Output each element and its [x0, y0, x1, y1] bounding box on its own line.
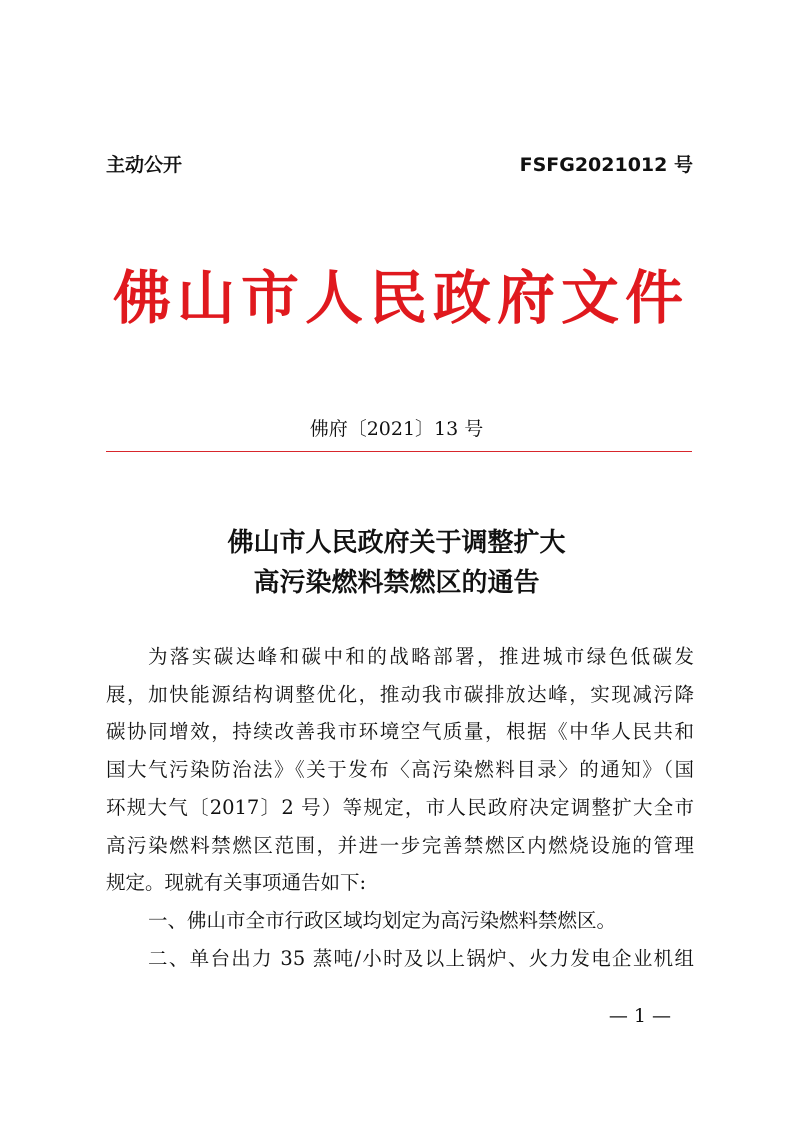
document-code: FSFG2021012 号: [519, 154, 693, 176]
notice-body: [106, 638, 694, 977]
notice-title: [0, 523, 793, 603]
document-number: 佛府〔2021〕13 号: [309, 418, 484, 440]
page-number: — 1 —: [608, 1005, 671, 1027]
body-line: 为落实碳达峰和碳中和的战略部署，推进城市绿色低碳发: [148, 645, 694, 668]
body-line: 二、单台出力 35 蒸吨/小时及以上锅炉、火力发电企业机组: [148, 946, 694, 970]
body-line: 高污染燃料禁燃区范围，并进一步完善禁燃区内燃烧设施的管理: [106, 833, 694, 857]
disclosure-label: 主动公开: [106, 154, 183, 176]
issuing-authority-title: 佛山市人民政府文件: [112, 264, 689, 332]
body-line: 展，加快能源结构调整优化，推动我市碳排放达峰，实现减污降: [106, 682, 694, 706]
body-line: 碳协同增效，持续改善我市环境空气质量，根据《中华人民共和: [106, 720, 694, 744]
body-line: 国大气污染防治法》《关于发布〈高污染燃料目录〉的通知》（国: [106, 758, 694, 782]
notice-title-line-1: 佛山市人民政府关于调整扩大: [227, 528, 566, 558]
body-line: 规定。现就有关事项通告如下:: [106, 871, 367, 895]
notice-title-line-2: 高污染燃料禁燃区的通告: [253, 568, 540, 598]
red-divider-line: [106, 451, 692, 452]
body-line: 环规大气〔2017〕2 号）等规定，市人民政府决定调整扩大全市: [106, 795, 694, 819]
body-line: 一、佛山市全市行政区域均划定为高污染燃料禁燃区。: [148, 908, 617, 932]
